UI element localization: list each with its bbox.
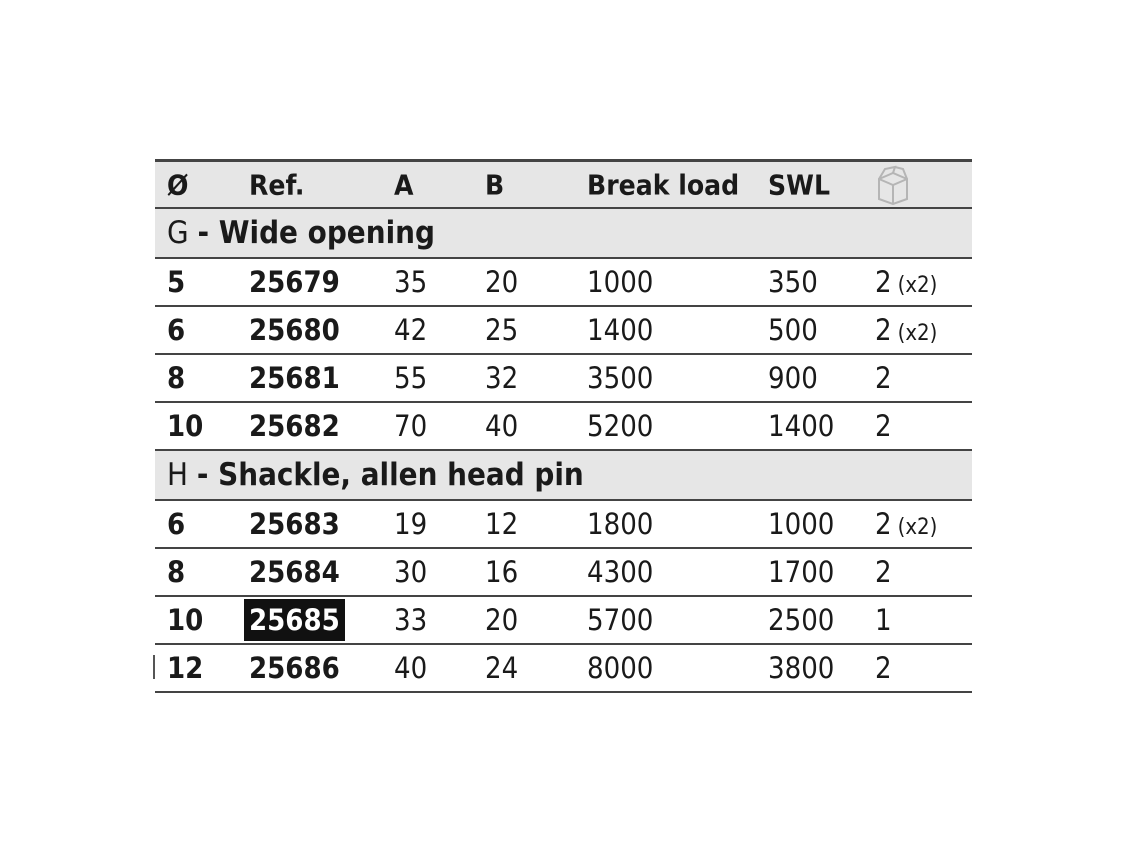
cell-a: 40 [394, 651, 428, 685]
cell-break-load: 3500 [587, 361, 654, 395]
table-row [155, 307, 972, 355]
cell-ref: 25682 [249, 409, 340, 443]
cell-pack [875, 651, 892, 685]
cell-swl: 1700 [768, 555, 835, 589]
cell-b: 12 [485, 507, 519, 541]
pack-qty: 2 [875, 265, 892, 299]
cell-diameter: 8 [167, 555, 186, 589]
cell-b: 24 [485, 651, 519, 685]
header-swl: SWL [768, 168, 830, 201]
cell-swl: 3800 [768, 651, 835, 685]
cell-b: 32 [485, 361, 519, 395]
cell-break-load: 1800 [587, 507, 654, 541]
cell-b: 20 [485, 603, 519, 637]
cell-b: 25 [485, 313, 519, 347]
cell-diameter: 8 [167, 361, 186, 395]
cell-swl: 1400 [768, 409, 835, 443]
cell-break-load: 1400 [587, 313, 654, 347]
cell-break-load: 4300 [587, 555, 654, 589]
pack-qty: 1 [875, 603, 892, 637]
cell-break-load: 5700 [587, 603, 654, 637]
cell-diameter: 6 [167, 507, 186, 541]
section-header-g [155, 209, 972, 259]
cell-pack [875, 313, 937, 347]
header-diameter: Ø [167, 168, 189, 201]
cell-ref: 25686 [249, 651, 340, 685]
cell-ref: 25684 [249, 555, 340, 589]
section-title: - Wide opening [197, 215, 435, 251]
section-title: - Shackle, allen head pin [196, 457, 584, 493]
pack-qty: 2 [875, 651, 892, 685]
cell-ref-highlighted: 25685 [244, 599, 345, 641]
cell-a: 19 [394, 507, 428, 541]
cell-a: 33 [394, 603, 428, 637]
cell-a: 55 [394, 361, 428, 395]
cell-diameter: 6 [167, 313, 186, 347]
cell-swl: 900 [768, 361, 818, 395]
cell-pack [875, 361, 892, 395]
header-break-load: Break load [587, 168, 740, 201]
section-header-h [155, 451, 972, 501]
pack-multiplier: (x2) [897, 321, 938, 346]
table-row [155, 259, 972, 307]
table-row [155, 501, 972, 549]
header-a: A [394, 168, 414, 201]
cell-ref: 25683 [249, 507, 340, 541]
table-header [155, 159, 972, 209]
cell-pack [875, 507, 937, 541]
table-row [155, 645, 972, 693]
cell-pack [875, 265, 937, 299]
pack-multiplier: (x2) [897, 515, 938, 540]
table-row [155, 403, 972, 451]
cell-b: 16 [485, 555, 519, 589]
table-row [155, 549, 972, 597]
cell-break-load: 1000 [587, 265, 654, 299]
section-letter: H [167, 457, 188, 493]
cell-ref: 25679 [249, 265, 340, 299]
cell-ref: 25681 [249, 361, 340, 395]
cell-a: 30 [394, 555, 428, 589]
header-ref: Ref. [249, 168, 305, 201]
cell-diameter: 10 [167, 409, 204, 443]
cell-break-load: 5200 [587, 409, 654, 443]
cell-swl: 350 [768, 265, 818, 299]
cell-diameter: 10 [167, 603, 204, 637]
pack-multiplier: (x2) [897, 273, 938, 298]
table-row [155, 355, 972, 403]
cell-swl: 500 [768, 313, 818, 347]
cell-a: 35 [394, 265, 428, 299]
header-b: B [485, 168, 505, 201]
cell-pack [875, 409, 892, 443]
box-icon [875, 165, 911, 205]
cell-b: 20 [485, 265, 519, 299]
pack-qty: 2 [875, 409, 892, 443]
cell-a: 70 [394, 409, 428, 443]
cell-break-load: 8000 [587, 651, 654, 685]
cell-swl: 1000 [768, 507, 835, 541]
pack-qty: 2 [875, 507, 892, 541]
pack-qty: 2 [875, 555, 892, 589]
pack-qty: 2 [875, 313, 892, 347]
cell-b: 40 [485, 409, 519, 443]
cell-diameter: 5 [167, 265, 186, 299]
spec-table [155, 159, 972, 693]
pack-qty: 2 [875, 361, 892, 395]
cell-pack [875, 603, 892, 637]
cell-pack [875, 555, 892, 589]
cell-diameter: 12 [167, 651, 204, 685]
section-letter: G [167, 215, 189, 251]
cell-swl: 2500 [768, 603, 835, 637]
cell-a: 42 [394, 313, 428, 347]
table-row [155, 597, 972, 645]
cell-ref: 25680 [249, 313, 340, 347]
